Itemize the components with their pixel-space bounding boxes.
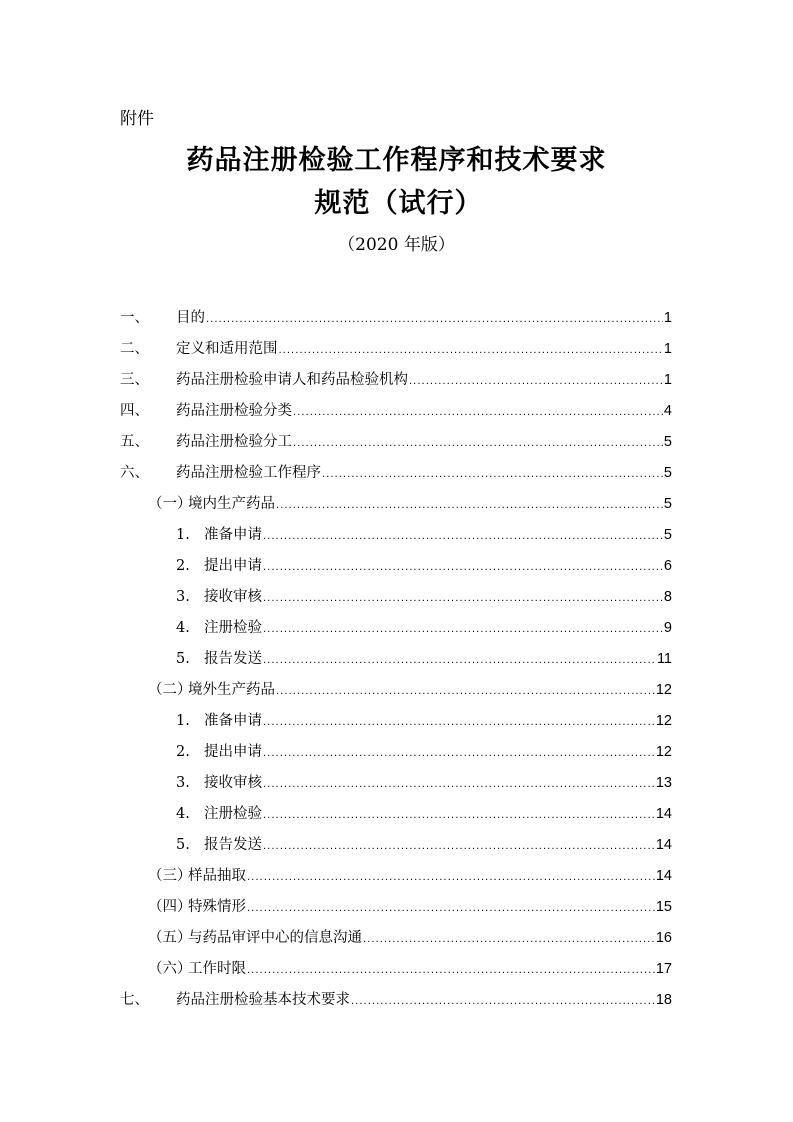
toc-entry-label: 样品抽取	[188, 868, 246, 884]
toc-entry-number: 2.	[176, 744, 190, 760]
toc-entry-page: 5	[663, 527, 672, 543]
toc-dot-leader	[351, 996, 655, 1007]
toc-entry[interactable]	[176, 709, 672, 733]
toc-dot-leader	[263, 717, 655, 728]
toc-entry-number: （一）	[148, 496, 192, 512]
toc-entry-page: 5	[663, 496, 672, 512]
toc-entry-page: 5	[663, 465, 672, 481]
toc-dot-leader	[247, 965, 655, 976]
toc-entry-number: 5.	[176, 837, 190, 853]
toc-dot-leader	[293, 438, 663, 449]
toc-entry-label: 报告发送	[204, 837, 262, 853]
toc-entry-page: 6	[663, 558, 672, 574]
attachment-label: 附件	[120, 109, 154, 129]
toc-entry[interactable]	[120, 399, 672, 423]
toc-dot-leader	[263, 841, 655, 852]
toc-entry[interactable]	[176, 616, 672, 640]
toc-entry-label: 准备申请	[204, 527, 262, 543]
toc-entry-page: 17	[655, 961, 672, 977]
toc-entry-number: 1.	[176, 527, 190, 543]
toc-entry-number: 3.	[176, 775, 190, 791]
toc-dot-leader	[276, 500, 663, 511]
toc-entry-number: 3.	[176, 589, 190, 605]
toc-dot-leader	[263, 531, 663, 542]
toc-entry-number: 5.	[176, 651, 190, 667]
toc-entry-label: 工作时限	[188, 961, 246, 977]
toc-entry-page: 1	[663, 372, 672, 388]
toc-entry-number: 四、	[120, 403, 149, 419]
toc-entry[interactable]	[176, 833, 672, 857]
toc-dot-leader	[276, 686, 655, 697]
toc-dot-leader	[263, 748, 655, 759]
toc-entry-number: 五、	[120, 434, 149, 450]
toc-entry-page: 9	[663, 620, 672, 636]
toc-entry-page: 14	[655, 837, 672, 853]
toc-entry-page: 11	[656, 651, 672, 667]
toc-entry-page: 5	[663, 434, 672, 450]
toc-dot-leader	[247, 872, 655, 883]
toc-entry[interactable]	[176, 802, 672, 826]
toc-entry-number: （二）	[148, 682, 192, 698]
toc-entry-number: （六）	[148, 961, 192, 977]
toc-entry[interactable]	[176, 523, 672, 547]
toc-entry-page: 1	[663, 310, 672, 326]
toc-entry-number: 4.	[176, 620, 190, 636]
toc-entry[interactable]	[120, 306, 672, 330]
toc-entry-number: （四）	[148, 899, 192, 915]
toc-entry[interactable]	[148, 864, 672, 888]
toc-entry-label: 特殊情形	[188, 899, 246, 915]
toc-entry[interactable]	[148, 926, 672, 950]
toc-dot-leader	[322, 469, 663, 480]
toc-entry-page: 15	[655, 899, 672, 915]
toc-entry-page: 8	[663, 589, 672, 605]
toc-entry-page: 16	[655, 930, 672, 946]
toc-entry-number: 一、	[120, 310, 149, 326]
toc-entry[interactable]	[176, 585, 672, 609]
toc-dot-leader	[263, 779, 655, 790]
document-title: 药品注册检验工作程序和技术要求	[186, 145, 607, 176]
toc-entry-label: 注册检验	[204, 806, 262, 822]
toc-entry-page: 4	[663, 403, 672, 419]
toc-entry-page: 18	[655, 992, 672, 1008]
toc-entry-label: 药品注册检验工作程序	[176, 465, 321, 481]
toc-entry[interactable]	[148, 678, 672, 702]
toc-entry-page: 1	[663, 341, 672, 357]
toc-dot-leader	[206, 314, 663, 325]
toc-entry[interactable]	[120, 337, 672, 361]
toc-entry[interactable]	[148, 895, 672, 919]
toc-entry-label: 接收审核	[204, 589, 262, 605]
toc-entry-label: 接收审核	[204, 775, 262, 791]
toc-entry-number: 二、	[120, 341, 149, 357]
toc-entry[interactable]	[148, 492, 672, 516]
toc-dot-leader	[263, 593, 663, 604]
toc-entry-label: 准备申请	[204, 713, 262, 729]
toc-entry-page: 14	[655, 868, 672, 884]
toc-entry-number: 2.	[176, 558, 190, 574]
toc-entry-label: 报告发送	[204, 651, 262, 667]
toc-entry-label: 提出申请	[204, 744, 262, 760]
toc-entry-label: 提出申请	[204, 558, 262, 574]
toc-entry-number: 六、	[120, 465, 149, 481]
toc-entry-page: 12	[655, 713, 672, 729]
toc-entry-page: 12	[655, 744, 672, 760]
toc-entry-label: 与药品审评中心的信息沟通	[188, 930, 362, 946]
toc-entry-label: 药品注册检验申请人和药品检验机构	[176, 372, 408, 388]
document-title-line2: 规范（试行）	[314, 188, 483, 219]
toc-dot-leader	[263, 810, 655, 821]
toc-entry-label: 定义和适用范围	[176, 341, 278, 357]
toc-entry[interactable]	[120, 988, 672, 1012]
toc-entry-label: 目的	[176, 310, 205, 326]
toc-dot-leader	[247, 903, 655, 914]
toc-entry-number: 4.	[176, 806, 190, 822]
toc-entry[interactable]	[148, 957, 672, 981]
toc-entry-label: 境内生产药品	[188, 496, 275, 512]
toc-dot-leader	[263, 655, 656, 666]
toc-entry[interactable]	[120, 368, 672, 392]
toc-entry-number: 1.	[176, 713, 190, 729]
toc-entry-label: 境外生产药品	[188, 682, 275, 698]
toc-dot-leader	[263, 624, 663, 635]
toc-entry-label: 药品注册检验分类	[176, 403, 292, 419]
toc-entry-label: 药品注册检验分工	[176, 434, 292, 450]
toc-entry-label: 注册检验	[204, 620, 262, 636]
toc-dot-leader	[293, 407, 663, 418]
toc-entry-label: 药品注册检验基本技术要求	[176, 992, 350, 1008]
toc-dot-leader	[409, 376, 663, 387]
toc-entry-page: 13	[655, 775, 672, 791]
toc-entry[interactable]	[176, 647, 672, 671]
toc-entry[interactable]	[120, 461, 672, 485]
toc-entry-number: （三）	[148, 868, 192, 884]
toc-entry-page: 12	[655, 682, 672, 698]
toc-dot-leader	[363, 934, 655, 945]
toc-dot-leader	[279, 345, 663, 356]
toc-entry[interactable]	[176, 740, 672, 764]
toc-entry[interactable]	[120, 430, 672, 454]
toc-entry-number: 三、	[120, 372, 149, 388]
toc-entry-page: 14	[655, 806, 672, 822]
toc-dot-leader	[263, 562, 663, 573]
toc-entry-number: 七、	[120, 992, 149, 1008]
toc-entry[interactable]	[176, 554, 672, 578]
edition-label: （2020 年版）	[338, 235, 455, 255]
toc-entry-number: （五）	[148, 930, 192, 946]
toc-entry[interactable]	[176, 771, 672, 795]
